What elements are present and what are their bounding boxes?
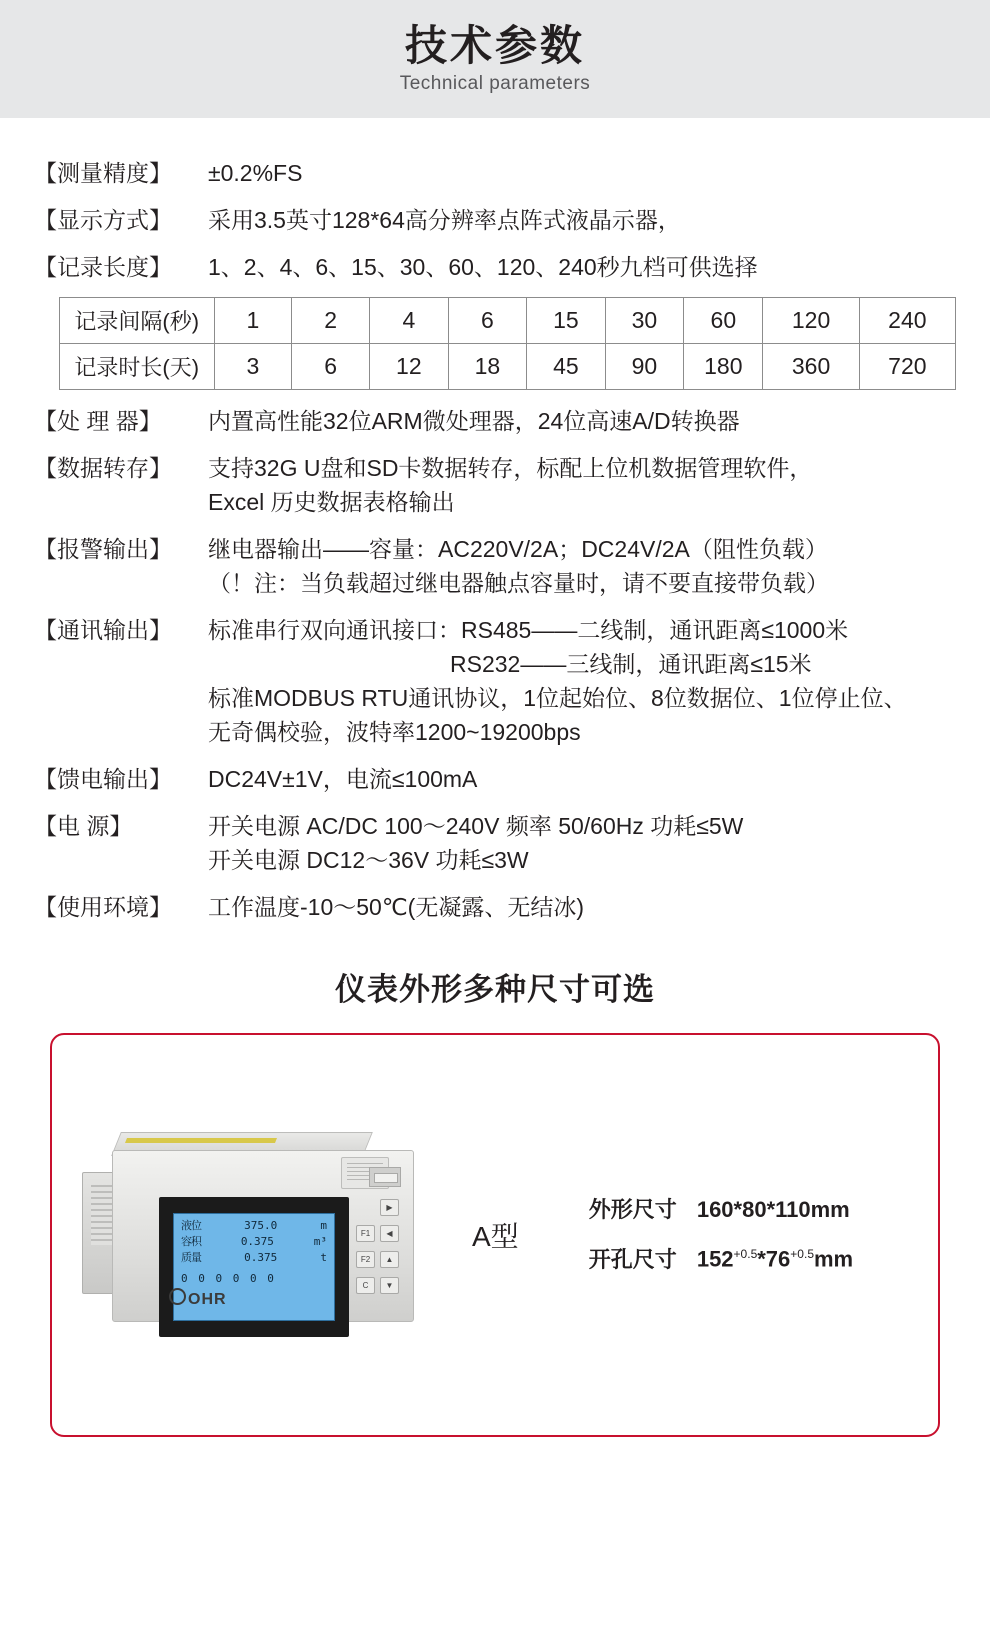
spec-label: 【数据转存】: [34, 455, 172, 481]
record-duration-cell: 6: [292, 344, 370, 390]
spec-line: ±0.2%FS: [208, 160, 303, 186]
dimension-key: 开孔尺寸: [588, 1246, 677, 1272]
spec-value: [202, 451, 956, 519]
table-row: [60, 344, 956, 390]
spec-value: [202, 809, 956, 877]
key-right-icon[interactable]: ▶: [380, 1199, 399, 1216]
spec-row-communication: [34, 613, 956, 749]
record-table-wrapper: [59, 297, 956, 390]
spec-value: [202, 250, 956, 284]
spec-label: 【记录长度】: [34, 254, 172, 280]
dimension-unit: mm: [814, 1246, 854, 1272]
lcd-row-name: 液位: [181, 1219, 201, 1232]
dimension-tolerance-1: +0.5: [733, 1247, 758, 1262]
spec-row-environment: [34, 890, 956, 924]
spec-line: 采用3.5英寸128*64高分辨率点阵式液晶示器，: [208, 207, 681, 233]
spec-line: 1、2、4、6、15、30、60、120、240秒九档可供选择: [208, 254, 758, 280]
spec-value: [202, 613, 956, 749]
spec-value: [202, 890, 956, 924]
lcd-row: [177, 1218, 331, 1234]
record-interval-cell: 120: [763, 298, 859, 344]
record-duration-cell: 45: [527, 344, 606, 390]
spec-line-note: （！注：当负载超过继电器触点容量时，请不要直接带负载）: [208, 570, 829, 596]
spec-row-feed-output: [34, 762, 956, 796]
product-image-device: [82, 1120, 442, 1350]
record-duration-cell: 720: [859, 344, 955, 390]
spec-line: 开关电源 DC12～36V 功耗≤3W: [208, 847, 529, 873]
page-title-cn: 技术参数: [404, 21, 585, 69]
spec-row-record-length: [34, 250, 956, 284]
spec-value: [202, 203, 956, 237]
table-row: [60, 298, 956, 344]
dimension-value: 152: [696, 1246, 734, 1272]
spec-line: 标准串行双向通讯接口：RS485——二线制，通讯距离≤1000米: [208, 617, 849, 643]
product-model-label: A型: [472, 1221, 519, 1252]
key-f1[interactable]: F1: [356, 1225, 375, 1242]
record-duration-header: 记录时长(天): [60, 344, 215, 390]
spec-line: 内置高性能32位ARM微处理器，24位高速A/D转换器: [208, 408, 740, 434]
record-duration-cell: 180: [684, 344, 763, 390]
spec-label: 【测量精度】: [34, 160, 172, 186]
spec-label: 【通讯输出】: [34, 617, 172, 643]
spec-row-accuracy: [34, 156, 956, 190]
lcd-counter: 0 0 0 0 0 0: [181, 1271, 276, 1285]
dimension-row-outline: [589, 1188, 853, 1232]
spec-row-processor: [34, 404, 956, 438]
spec-row-alarm-output: [34, 532, 956, 600]
record-interval-cell: 30: [605, 298, 684, 344]
record-duration-cell: 3: [214, 344, 292, 390]
brand-logo-text: OHR: [188, 1291, 227, 1308]
device-screen-bezel: [159, 1197, 349, 1337]
lcd-row-value: 0.375: [244, 1250, 278, 1264]
record-duration-cell: 360: [763, 344, 859, 390]
spec-line: RS232——三线制，通讯距离≤15米: [450, 651, 812, 677]
spec-label: 【报警输出】: [34, 536, 172, 562]
record-interval-cell: 4: [370, 298, 449, 344]
record-table: [59, 297, 956, 390]
spec-label: 【馈电输出】: [34, 766, 172, 792]
dimension-value: 160*80*110mm: [696, 1197, 850, 1223]
spec-line: 无奇偶校验，波特率1200~19200bps: [208, 719, 581, 745]
product-dimensions: [589, 1188, 853, 1281]
lcd-row-value: 375.0: [244, 1219, 278, 1232]
spec-row-display: [34, 203, 956, 237]
lcd-row-unit: t: [320, 1250, 327, 1264]
key-f2[interactable]: F2: [356, 1251, 375, 1268]
key-left-icon[interactable]: ◀: [380, 1225, 399, 1242]
spec-value: [202, 404, 956, 438]
spec-row-power: [34, 809, 956, 877]
device-top-label-strip: [125, 1138, 277, 1143]
record-interval-cell: 2: [292, 298, 370, 344]
spec-line: 开关电源 AC/DC 100～240V 频率 50/60Hz 功耗≤5W: [208, 813, 744, 839]
spec-value: [202, 762, 956, 796]
brand-logo-mark: [169, 1288, 186, 1305]
page-header: [0, 0, 990, 118]
lcd-row-unit: m³: [313, 1234, 327, 1248]
section-heading-sizes: 仪表外形多种尺寸可选: [335, 972, 655, 1007]
record-interval-cell: 1: [214, 298, 292, 344]
spec-label: 【处 理 器】: [34, 408, 162, 434]
spec-line: 支持32G U盘和SD卡数据转存，标配上位机数据管理软件，: [208, 455, 813, 481]
page-title-en: Technical parameters: [399, 73, 591, 95]
lcd-row-unit: m: [320, 1219, 327, 1232]
spec-value: [202, 532, 956, 600]
record-duration-cell: 18: [448, 344, 527, 390]
spec-list: [0, 118, 990, 924]
record-interval-header: 记录间隔(秒): [60, 298, 215, 344]
spec-line: DC24V±1V，电流≤100mA: [208, 766, 478, 792]
spec-label: 【使用环境】: [34, 894, 172, 920]
usb-port-icon: [369, 1167, 401, 1187]
key-down-icon[interactable]: ▼: [380, 1277, 399, 1294]
product-panel: [50, 1033, 940, 1437]
spec-row-data-transfer: [34, 451, 956, 519]
record-interval-cell: 240: [859, 298, 955, 344]
record-duration-cell: 90: [605, 344, 684, 390]
lcd-row-name: 容积: [181, 1234, 201, 1248]
lcd-row: [177, 1250, 331, 1266]
spec-line: 标准MODBUS RTU通讯协议，1位起始位、8位数据位、1位停止位、: [208, 685, 907, 711]
dimension-row-cutout: [589, 1232, 853, 1281]
record-interval-cell: 6: [448, 298, 527, 344]
key-c[interactable]: C: [356, 1277, 375, 1294]
dimension-tolerance-2: +0.5: [790, 1247, 814, 1262]
spec-line: 工作温度-10～50℃(无凝露、无结冰): [208, 894, 584, 920]
spec-line: 继电器输出——容量：AC220V/2A；DC24V/2A（阻性负载）: [208, 536, 828, 562]
spec-label: 【显示方式】: [34, 207, 172, 233]
lcd-row-value: 0.375: [240, 1234, 274, 1248]
record-duration-cell: 12: [370, 344, 449, 390]
device-keypad: [355, 1195, 399, 1335]
brand-logo: [169, 1288, 227, 1309]
record-interval-cell: 60: [684, 298, 763, 344]
spec-line: Excel 历史数据表格输出: [208, 489, 455, 515]
spec-label: 【电 源】: [34, 813, 133, 839]
lcd-row-name: 质量: [181, 1250, 201, 1264]
lcd-row: [177, 1234, 331, 1250]
dimension-key: 外形尺寸: [588, 1197, 677, 1223]
record-interval-cell: 15: [527, 298, 606, 344]
key-up-icon[interactable]: ▲: [380, 1251, 399, 1268]
device-front-body: [112, 1150, 414, 1322]
dimension-value-mid: *76: [757, 1246, 791, 1272]
spec-value: [202, 156, 956, 190]
